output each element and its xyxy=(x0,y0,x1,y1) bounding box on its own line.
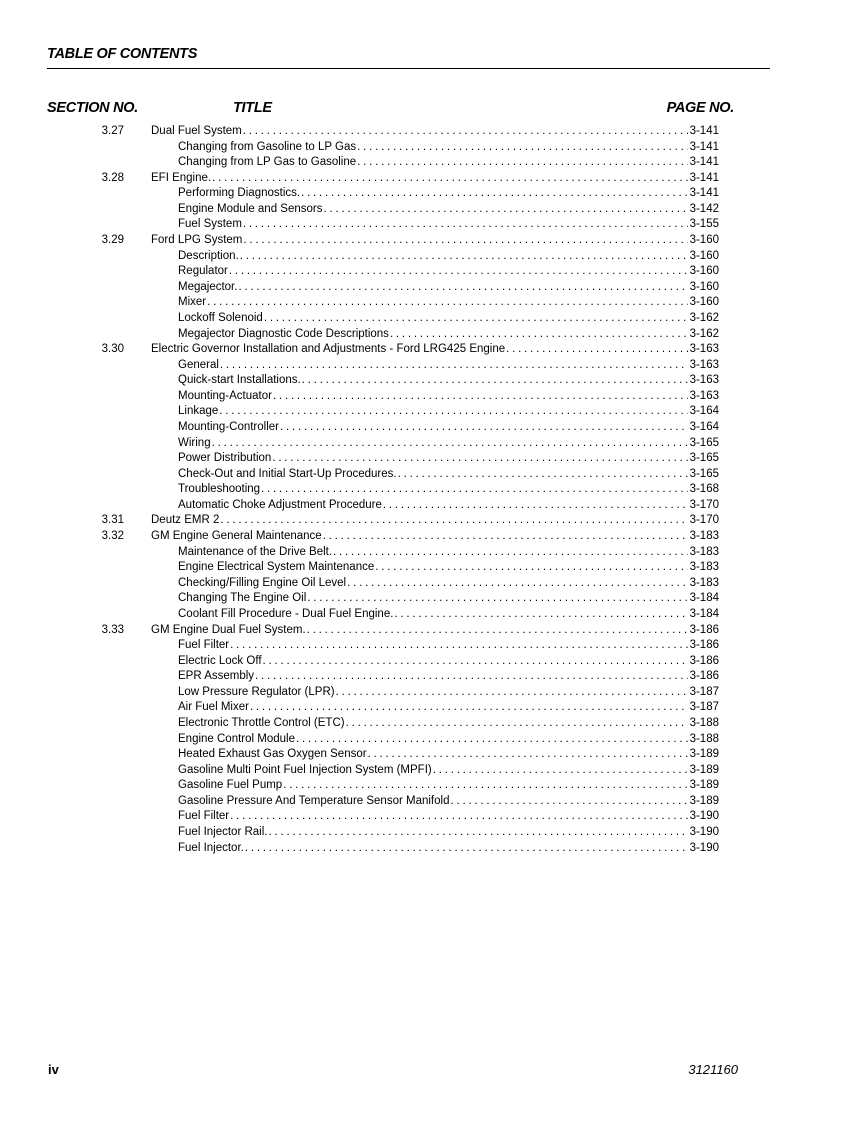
toc-page-number[interactable]: 3-168 xyxy=(689,483,719,496)
toc-entry-line xyxy=(151,623,719,639)
toc-entry[interactable] xyxy=(47,638,719,654)
toc-entry[interactable] xyxy=(47,591,719,607)
toc-entry-title[interactable]: Changing from Gasoline to LP Gas xyxy=(178,140,357,153)
toc-entry[interactable] xyxy=(47,217,719,233)
toc-entry-title[interactable]: General xyxy=(178,358,219,371)
toc-entry[interactable] xyxy=(47,482,719,498)
dot-leader xyxy=(263,654,688,670)
toc-page-number[interactable]: 3-141 xyxy=(689,156,719,169)
toc-entry-line xyxy=(151,529,719,545)
toc-page-number[interactable]: 3-141 xyxy=(689,187,719,200)
toc-section-number: 3.29 xyxy=(101,234,124,247)
toc-entry-line xyxy=(178,389,719,405)
toc-entry-line xyxy=(178,186,719,202)
toc-entry[interactable] xyxy=(47,545,719,561)
dot-leader xyxy=(450,794,687,810)
toc-entry-title[interactable]: Changing The Engine Oil xyxy=(178,592,307,605)
dot-leader xyxy=(220,513,687,529)
toc-page-number[interactable]: 3-186 xyxy=(689,670,719,683)
toc-entry-title[interactable]: Fuel Filter xyxy=(178,639,230,652)
toc-entry-line xyxy=(178,576,719,592)
toc-entry-title[interactable]: Mounting-Actuator xyxy=(178,389,272,402)
toc-entry[interactable] xyxy=(47,451,719,467)
toc-entry[interactable] xyxy=(47,778,719,794)
toc-entry-line xyxy=(151,171,719,187)
toc-entry[interactable] xyxy=(47,747,719,763)
toc-entry-title[interactable]: Linkage xyxy=(178,405,219,418)
toc-entry-line xyxy=(151,233,719,249)
toc-page-number[interactable]: 3-160 xyxy=(689,265,719,278)
toc-page-number[interactable]: 3-164 xyxy=(689,405,719,418)
toc-entry-line xyxy=(178,373,719,389)
toc-page-number[interactable]: 3-187 xyxy=(689,701,719,714)
toc-page-number[interactable]: 3-163 xyxy=(689,389,719,402)
dot-leader xyxy=(375,560,687,576)
dot-leader xyxy=(245,841,688,857)
footer-doc-number: 3121160 xyxy=(688,1062,738,1077)
dot-leader xyxy=(283,778,687,794)
toc-entry[interactable] xyxy=(47,607,719,623)
dot-leader xyxy=(207,295,687,311)
toc-entry[interactable] xyxy=(47,763,719,779)
toc-entry-title[interactable]: Automatic Choke Adjustment Procedure xyxy=(178,498,382,511)
toc-page-number[interactable]: 3-186 xyxy=(689,654,719,667)
dot-leader xyxy=(307,623,688,639)
toc-page-number[interactable]: 3-183 xyxy=(689,530,719,543)
toc-page-number[interactable]: 3-141 xyxy=(689,140,719,153)
dot-leader xyxy=(357,140,687,156)
column-header-section: SECTION NO. xyxy=(47,100,138,116)
toc-entry[interactable] xyxy=(47,700,719,716)
toc-page-number[interactable]: 3-163 xyxy=(689,374,719,387)
toc-entry[interactable] xyxy=(47,171,719,187)
toc-entry-title[interactable]: Fuel Injector Rail. xyxy=(178,826,268,839)
toc-entry-line xyxy=(178,155,719,171)
toc-entry-title[interactable]: Fuel System xyxy=(178,218,242,231)
toc-entry-line xyxy=(178,482,719,498)
page-header xyxy=(47,44,770,69)
toc-page-number[interactable]: 3-188 xyxy=(689,716,719,729)
toc-entry-title[interactable]: Engine Electrical System Maintenance xyxy=(178,561,375,574)
dot-leader xyxy=(347,576,687,592)
toc-entry-title[interactable]: Electronic Throttle Control (ETC) xyxy=(178,716,345,729)
toc-entry[interactable] xyxy=(47,529,719,545)
toc-section-number: 3.28 xyxy=(101,171,124,184)
column-header-title: TITLE xyxy=(233,100,272,116)
toc-page-number[interactable]: 3-186 xyxy=(689,623,719,636)
toc-section-number: 3.30 xyxy=(101,343,124,356)
toc-entry[interactable] xyxy=(47,669,719,685)
toc-entry[interactable] xyxy=(47,420,719,436)
dot-leader xyxy=(383,498,688,514)
toc-entry[interactable] xyxy=(47,467,719,483)
dot-leader xyxy=(230,809,687,825)
toc-entry[interactable] xyxy=(47,513,719,529)
dot-leader xyxy=(307,591,687,607)
toc-entry-title[interactable]: Performing Diagnostics. xyxy=(178,187,301,200)
toc-entry-line xyxy=(178,420,719,436)
toc-entry-line xyxy=(178,700,719,716)
dot-leader xyxy=(243,233,687,249)
toc-entry[interactable] xyxy=(47,841,719,857)
dot-leader xyxy=(296,732,688,748)
toc-section-number: 3.31 xyxy=(101,514,124,527)
toc-entry-line xyxy=(178,841,719,857)
toc-entry-title[interactable]: Mixer xyxy=(178,296,207,309)
toc-entry-line xyxy=(178,202,719,218)
dot-leader xyxy=(368,747,688,763)
dot-leader xyxy=(280,420,688,436)
toc-page-number[interactable]: 3-187 xyxy=(689,685,719,698)
toc-entry-line xyxy=(178,436,719,452)
toc-entry[interactable] xyxy=(47,233,719,249)
toc-page-number[interactable]: 3-184 xyxy=(689,607,719,620)
toc-entry[interactable] xyxy=(47,794,719,810)
toc-entry-line xyxy=(178,280,719,296)
page-title: TABLE OF CONTENTS xyxy=(47,46,198,62)
toc-entry[interactable] xyxy=(47,373,719,389)
toc-entry-line xyxy=(178,295,719,311)
toc-page-number[interactable]: 3-188 xyxy=(689,732,719,745)
toc-entry-title[interactable]: Check-Out and Initial Start-Up Procedures. xyxy=(178,467,397,480)
toc-entry-title[interactable]: Air Fuel Mixer xyxy=(178,701,249,714)
dot-leader xyxy=(212,171,687,187)
dot-leader xyxy=(323,529,688,545)
toc-entry[interactable] xyxy=(47,295,719,311)
toc-section-number: 3.32 xyxy=(101,530,124,543)
toc-entry[interactable] xyxy=(47,498,719,514)
toc-entry-title[interactable]: Maintenance of the Drive Belt. xyxy=(178,545,333,558)
toc-page-number[interactable]: 3-160 xyxy=(689,280,719,293)
toc-entry-line xyxy=(178,451,719,467)
toc-entry[interactable] xyxy=(47,716,719,732)
toc-entry-title[interactable]: Megajector Diagnostic Code Descriptions xyxy=(178,327,389,340)
toc-entry-title[interactable]: Dual Fuel System xyxy=(151,125,242,137)
toc-entry-title[interactable]: Lockoff Solenoid xyxy=(178,311,263,324)
toc-entry[interactable] xyxy=(47,264,719,280)
dot-leader xyxy=(333,545,688,561)
dot-leader xyxy=(394,607,687,623)
toc-entry-line xyxy=(178,404,719,420)
toc-entry-line xyxy=(178,264,719,280)
toc-entry-title[interactable]: Heated Exhaust Gas Oxygen Sensor xyxy=(178,748,367,761)
dot-leader xyxy=(433,763,688,779)
dot-leader xyxy=(229,264,688,280)
toc-entry[interactable] xyxy=(47,280,719,296)
toc-entry-title[interactable]: Gasoline Pressure And Temperature Sensor Manifold xyxy=(178,794,450,807)
toc-entry-title[interactable]: GM Engine Dual Fuel System. xyxy=(151,623,306,636)
toc-entry-title[interactable]: Fuel Injector. xyxy=(178,841,244,854)
toc-page-number[interactable]: 3-164 xyxy=(689,420,719,433)
toc-entry-title[interactable]: Deutz EMR 2 xyxy=(151,514,220,527)
dot-leader xyxy=(390,327,688,343)
toc-entry-line xyxy=(178,498,719,514)
toc-entry-title[interactable]: Changing from LP Gas to Gasoline xyxy=(178,156,357,169)
toc-entry-title[interactable]: Ford LPG System xyxy=(151,234,243,247)
toc-entry-line xyxy=(178,809,719,825)
toc-entry-line xyxy=(178,217,719,233)
toc-entry-title[interactable]: Quick-start Installations. xyxy=(178,374,301,387)
toc-list xyxy=(47,124,719,856)
toc-entry-title[interactable]: Gasoline Multi Point Fuel Injection System (MPFI) xyxy=(178,763,432,776)
dot-leader xyxy=(261,482,688,498)
toc-entry-title[interactable]: Coolant Fill Procedure - Dual Fuel Engine. xyxy=(178,607,394,620)
toc-entry-line xyxy=(178,311,719,327)
toc-page-number[interactable]: 3-190 xyxy=(689,810,719,823)
toc-page-number[interactable]: 3-160 xyxy=(689,249,719,262)
dot-leader xyxy=(302,373,688,389)
toc-page-number[interactable]: 3-186 xyxy=(689,639,719,652)
toc-entry[interactable] xyxy=(47,186,719,202)
toc-entry[interactable] xyxy=(47,809,719,825)
dot-leader xyxy=(506,342,687,358)
toc-page-number[interactable]: 3-165 xyxy=(689,436,719,449)
dot-leader xyxy=(250,700,688,716)
toc-entry[interactable] xyxy=(47,342,719,358)
toc-entry-line xyxy=(178,327,719,343)
dot-leader xyxy=(264,311,688,327)
dot-leader xyxy=(268,825,687,841)
toc-entry[interactable] xyxy=(47,202,719,218)
toc-entry-title[interactable]: Fuel Filter xyxy=(178,810,230,823)
toc-entry[interactable] xyxy=(47,155,719,171)
toc-entry-title[interactable]: Mounting-Controller xyxy=(178,420,279,433)
toc-entry-title[interactable]: GM Engine General Maintenance xyxy=(151,530,322,543)
dot-leader xyxy=(398,467,688,483)
toc-page-number[interactable]: 3-190 xyxy=(689,841,719,854)
toc-entry-line xyxy=(178,669,719,685)
toc-entry-title[interactable]: EPR Assembly xyxy=(178,670,255,683)
toc-page-number[interactable]: 3-183 xyxy=(689,576,719,589)
toc-page-number[interactable]: 3-189 xyxy=(689,779,719,792)
toc-page-number[interactable]: 3-183 xyxy=(689,561,719,574)
toc-entry[interactable] xyxy=(47,623,719,639)
toc-entry-title[interactable]: Power Distribution xyxy=(178,452,272,465)
toc-entry-title[interactable]: EFI Engine. xyxy=(151,171,212,184)
toc-entry-title[interactable]: Low Pressure Regulator (LPR) xyxy=(178,685,335,698)
toc-section-number: 3.27 xyxy=(101,125,124,137)
dot-leader xyxy=(243,217,688,233)
dot-leader xyxy=(336,685,688,701)
toc-page-number[interactable]: 3-155 xyxy=(689,218,719,231)
dot-leader xyxy=(243,124,688,140)
toc-entry-line xyxy=(151,342,719,358)
toc-entry-line xyxy=(178,638,719,654)
toc-entry-title[interactable]: Engine Module and Sensors xyxy=(178,202,323,215)
toc-entry-title[interactable]: Engine Control Module xyxy=(178,732,295,745)
toc-entry[interactable] xyxy=(47,311,719,327)
toc-entry-line xyxy=(178,794,719,810)
toc-entry[interactable] xyxy=(47,685,719,701)
toc-entry-line xyxy=(178,249,719,265)
dot-leader xyxy=(301,186,688,202)
toc-entry-line xyxy=(178,778,719,794)
toc-entry-title[interactable]: Description. xyxy=(178,249,239,262)
toc-page-number[interactable]: 3-190 xyxy=(689,826,719,839)
toc-page-number[interactable]: 3-142 xyxy=(689,202,719,215)
toc-entry[interactable] xyxy=(47,825,719,841)
toc-entry-line xyxy=(178,732,719,748)
toc-page-number[interactable]: 3-189 xyxy=(689,763,719,776)
dot-leader xyxy=(238,280,687,296)
column-header-page: PAGE NO. xyxy=(666,100,734,116)
toc-page-number[interactable]: 3-163 xyxy=(689,343,719,356)
dot-leader xyxy=(324,202,688,218)
toc-entry-title[interactable]: Electric Lock Off xyxy=(178,654,262,667)
toc-page-number[interactable]: 3-184 xyxy=(689,592,719,605)
toc-page-number[interactable]: 3-141 xyxy=(689,125,719,137)
toc-entry-line xyxy=(178,467,719,483)
dot-leader xyxy=(255,669,688,685)
toc-entry[interactable] xyxy=(47,124,719,140)
toc-entry-title[interactable]: Checking/Filling Engine Oil Level xyxy=(178,576,347,589)
toc-page-number[interactable]: 3-183 xyxy=(689,545,719,558)
toc-entry-line xyxy=(178,763,719,779)
dot-leader xyxy=(357,155,687,171)
toc-page-number[interactable]: 3-160 xyxy=(689,296,719,309)
toc-entry[interactable] xyxy=(47,732,719,748)
dot-leader xyxy=(273,389,688,405)
toc-entry[interactable] xyxy=(47,560,719,576)
toc-entry-title[interactable]: Wiring xyxy=(178,436,211,449)
toc-entry-line xyxy=(178,358,719,374)
toc-entry-line xyxy=(151,124,719,140)
toc-page-number[interactable]: 3-162 xyxy=(689,311,719,324)
toc-entry[interactable] xyxy=(47,327,719,343)
toc-entry-title[interactable]: Electric Governor Installation and Adjustments - Ford LRG425 Engine xyxy=(151,343,506,356)
toc-entry-line xyxy=(178,685,719,701)
footer-page-label: iv xyxy=(48,1062,59,1077)
toc-entry[interactable] xyxy=(47,249,719,265)
dot-leader xyxy=(272,451,687,467)
toc-page-number[interactable]: 3-163 xyxy=(689,358,719,371)
toc-entry-title[interactable]: Troubleshooting xyxy=(178,483,261,496)
toc-entry[interactable] xyxy=(47,389,719,405)
toc-entry-line xyxy=(178,545,719,561)
dot-leader xyxy=(346,716,688,732)
toc-entry[interactable] xyxy=(47,654,719,670)
toc-entry-line xyxy=(178,591,719,607)
toc-entry-title[interactable]: Regulator xyxy=(178,265,228,278)
toc-entry[interactable] xyxy=(47,140,719,156)
toc-page-number[interactable]: 3-165 xyxy=(689,467,719,480)
toc-entry-line xyxy=(178,140,719,156)
toc-page-number[interactable]: 3-189 xyxy=(689,748,719,761)
toc-entry-line xyxy=(178,654,719,670)
toc-entry-line xyxy=(178,607,719,623)
toc-page-number[interactable]: 3-165 xyxy=(689,452,719,465)
dot-leader xyxy=(220,358,688,374)
toc-entry[interactable] xyxy=(47,576,719,592)
toc-entry[interactable] xyxy=(47,404,719,420)
toc-entry-line xyxy=(151,513,719,529)
dot-leader xyxy=(240,249,688,265)
toc-entry-line xyxy=(178,825,719,841)
toc-page-number[interactable]: 3-170 xyxy=(689,514,719,527)
toc-entry-line xyxy=(178,716,719,732)
toc-page-number[interactable]: 3-141 xyxy=(689,171,719,184)
toc-entry-line xyxy=(178,560,719,576)
toc-section-number: 3.33 xyxy=(101,623,124,636)
dot-leader xyxy=(230,638,687,654)
toc-entry-line xyxy=(178,747,719,763)
toc-page-number[interactable]: 3-170 xyxy=(689,498,719,511)
dot-leader xyxy=(219,404,687,420)
dot-leader xyxy=(212,436,688,452)
toc-entry[interactable] xyxy=(47,358,719,374)
toc-page-number[interactable]: 3-189 xyxy=(689,794,719,807)
toc-entry-title[interactable]: Gasoline Fuel Pump xyxy=(178,779,283,792)
toc-entry[interactable] xyxy=(47,436,719,452)
toc-page-number[interactable]: 3-160 xyxy=(689,234,719,247)
toc-entry-title[interactable]: Megajector. xyxy=(178,280,238,293)
toc-page-number[interactable]: 3-162 xyxy=(689,327,719,340)
